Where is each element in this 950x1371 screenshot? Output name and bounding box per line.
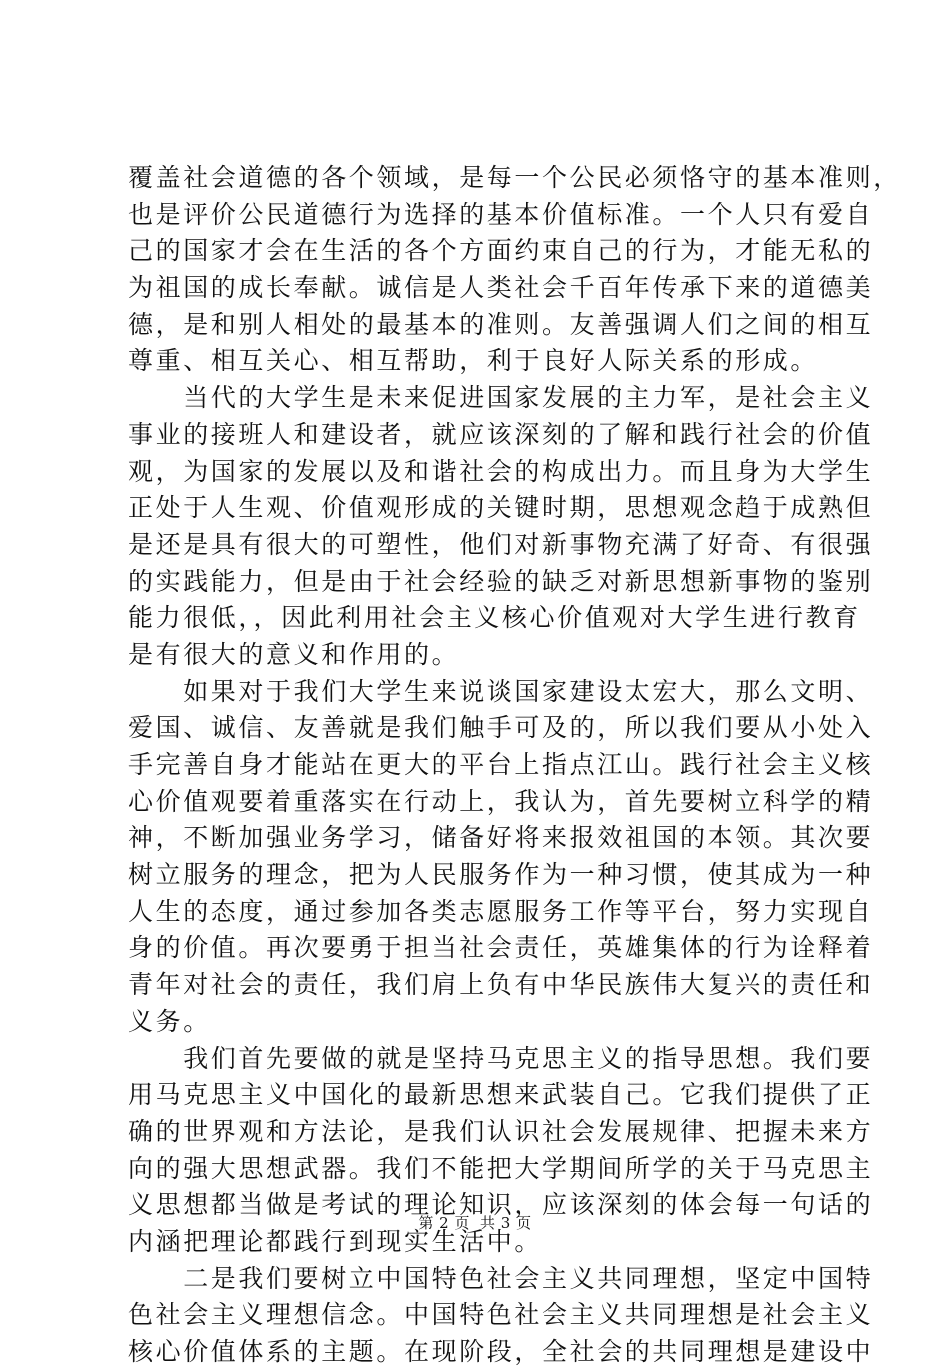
text-line: 的实践能力，但是由于社会经验的缺乏对新思想新事物的鉴别	[128, 566, 874, 596]
text-line: 爱国、诚信、友善就是我们触手可及的，所以我们要从小处入	[128, 713, 874, 743]
text-line: 向的强大思想武器。我们不能把大学期间所学的关于马克思主	[128, 1153, 874, 1183]
text-line: 德，是和别人相处的最基本的准则。友善强调人们之间的相互	[128, 309, 874, 339]
text-line: 我们首先要做的就是坚持马克思主义的指导思想。我们要	[128, 1043, 874, 1073]
text-line: 身的价值。再次要勇于担当社会责任，英雄集体的行为诠释着	[128, 933, 874, 963]
text-line: 义务。	[128, 1006, 211, 1036]
text-line: 人生的态度，通过参加各类志愿服务工作等平台，努力实现自	[128, 896, 874, 926]
text-line: 也是评价公民道德行为选择的基本价值标准。一个人只有爱自	[128, 199, 874, 229]
text-line: 覆盖社会道德的各个领域，是每一个公民必须恪守的基本准则，	[128, 163, 901, 192]
text-line: 色社会主义理想信念。中国特色社会主义共同理想是社会主义	[128, 1300, 874, 1330]
text-line: 义思想都当做是考试的理论知识，应该深刻的体会每一句话的	[128, 1190, 874, 1220]
text-line: 是还是具有很大的可塑性，他们对新事物充满了好奇、有很强	[128, 529, 874, 559]
text-line: 观，为国家的发展以及和谐社会的构成出力。而且身为大学生	[128, 456, 874, 486]
text-line: 尊重、相互关心、相互帮助，利于良好人际关系的形成。	[128, 346, 819, 376]
text-line: 如果对于我们大学生来说谈国家建设太宏大，那么文明、	[128, 676, 874, 706]
document-body	[128, 160, 901, 1371]
text-line: 手完善自身才能站在更大的平台上指点江山。践行社会主义核	[128, 750, 874, 779]
page-footer	[0, 1213, 950, 1233]
text-line: 神，不断加强业务学习，储备好将来报效祖国的本领。其次要	[128, 823, 874, 853]
text-line: 核心价值体系的主题。在现阶段，全社会的共同理想是建设中	[128, 1337, 874, 1366]
text-line: 内涵把理论都践行到现实生活中。	[128, 1226, 543, 1256]
text-line: 用马克思主义中国化的最新思想来武装自己。它我们提供了正	[128, 1080, 874, 1110]
text-line: 是有很大的意义和作用的。	[128, 639, 460, 669]
text-line: 己的国家才会在生活的各个方面约束自己的行为，才能无私的	[128, 236, 874, 266]
text-line: 当代的大学生是未来促进国家发展的主力军，是社会主义	[128, 383, 874, 413]
text-line: 心价值观要着重落实在行动上，我认为，首先要树立科学的精	[128, 786, 874, 816]
text-line: 能力很低，，因此利用社会主义核心价值观对大学生进行教育	[128, 603, 861, 633]
page-total: 共 3 页	[480, 1214, 532, 1232]
text-line: 确的世界观和方法论，是我们认识社会发展规律、把握未来方	[128, 1116, 874, 1146]
page-number: 第 2 页	[418, 1214, 470, 1232]
text-line: 正处于人生观、价值观形成的关键时期，思想观念趋于成熟但	[128, 493, 874, 523]
text-line: 青年对社会的责任，我们肩上负有中华民族伟大复兴的责任和	[128, 970, 874, 1000]
text-line: 事业的接班人和建设者，就应该深刻的了解和践行社会的价值	[128, 419, 874, 449]
text-line: 二是我们要树立中国特色社会主义共同理想，坚定中国特	[128, 1263, 874, 1293]
text-line: 为祖国的成长奉献。诚信是人类社会千百年传承下来的道德美	[128, 273, 874, 303]
text-line: 树立服务的理念，把为人民服务作为一种习惯，使其成为一种	[128, 860, 874, 890]
